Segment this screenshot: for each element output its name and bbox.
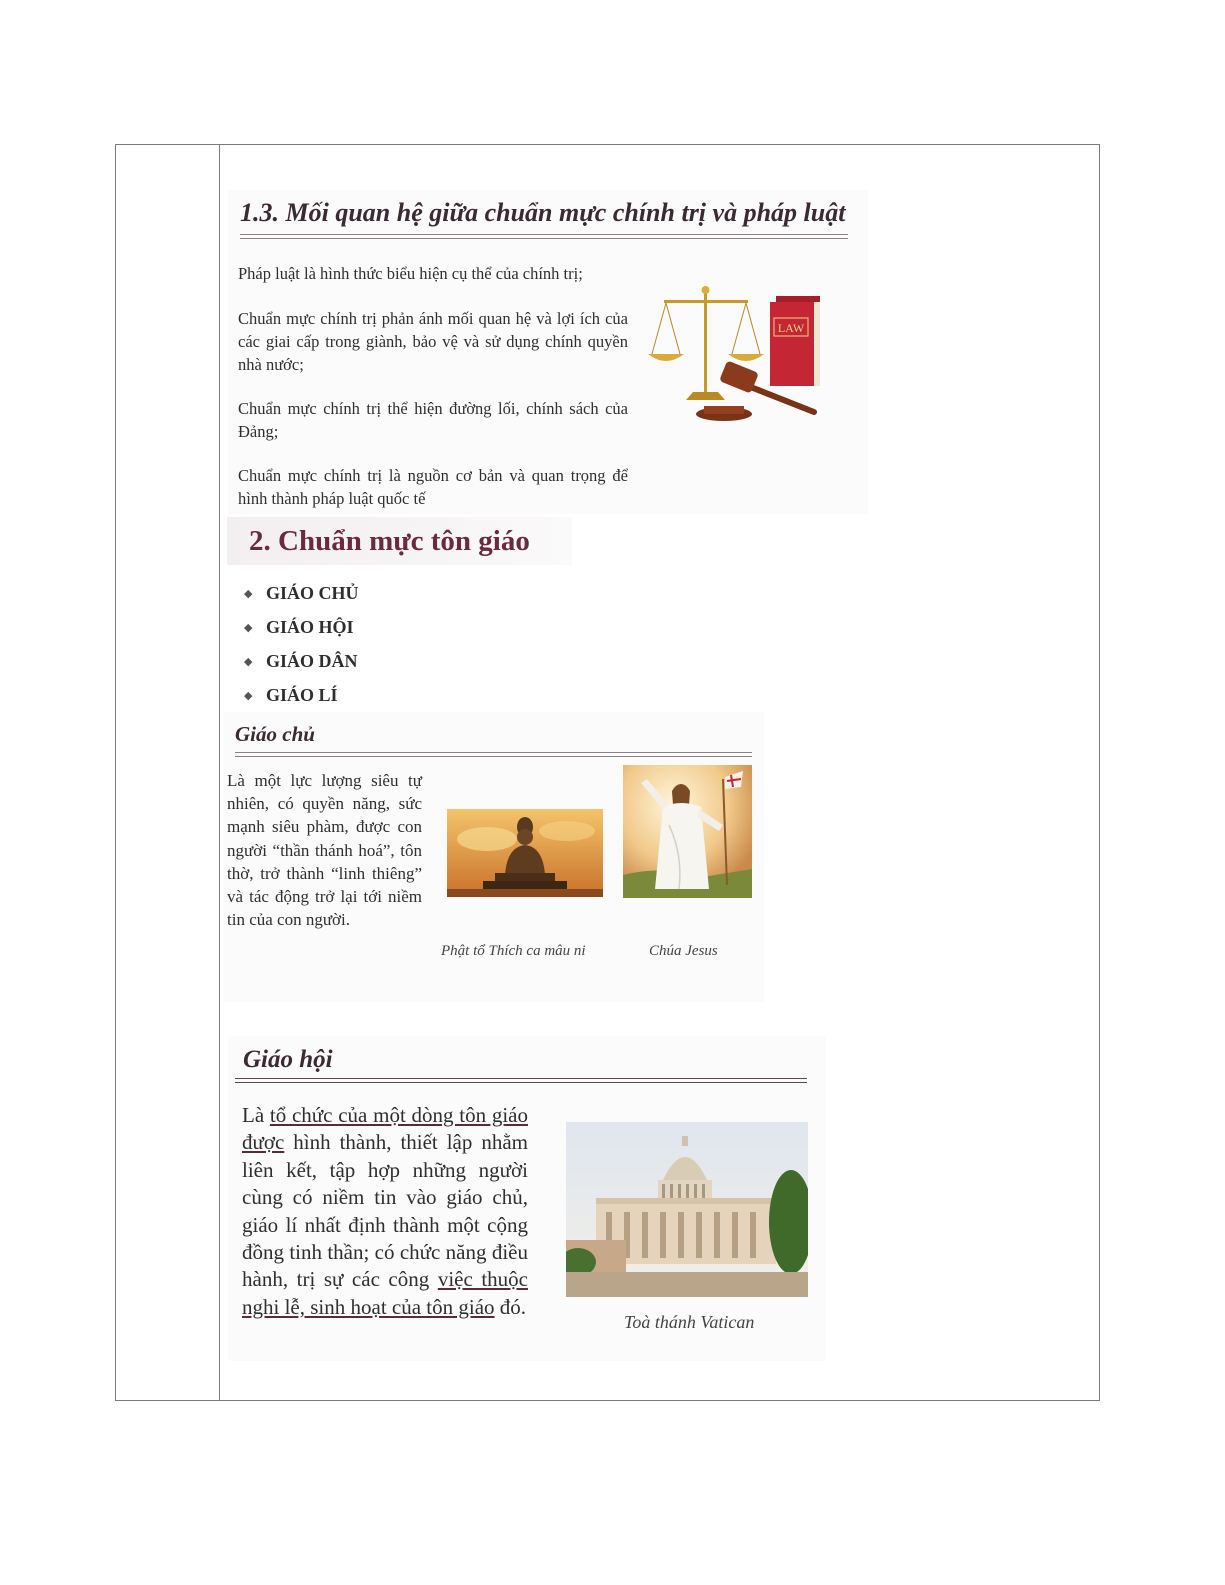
text-segment: hình thành, thiết lập nhằm liên kết, tập hợp những người cùng có niềm tin vào giáo chủ, giáo lí nhất định thành một cộng đồng tinh thần; có chức năng điều hành, trị sự các công <box>242 1130 528 1292</box>
slide1-title: 1.3. Mối quan hệ giữa chuẩn mực chính trị và pháp luật <box>240 198 846 227</box>
list-item <box>244 610 359 644</box>
diamond-bullet-icon: ◆ <box>244 587 253 600</box>
slide1-title-rule <box>240 234 848 239</box>
caption-vatican: Toà thánh Vatican <box>624 1312 755 1332</box>
law-book-label: LAW <box>777 321 805 335</box>
slide1-paragraph-4: Chuẩn mực chính trị là nguồn cơ bản và quan trọng để hình thành pháp luật quốc tế <box>238 466 628 508</box>
diamond-bullet-icon: ◆ <box>244 655 253 668</box>
underlined-phrase: tổ chức của một dòng tôn giáo được <box>242 1103 528 1155</box>
caption-buddha: Phật tổ Thích ca mâu ni <box>441 943 586 959</box>
list-item-label: GIÁO DÂN <box>266 650 358 671</box>
text-segment: Là <box>242 1103 270 1127</box>
list-item <box>244 644 359 678</box>
slide-giao-chu <box>224 712 764 1002</box>
slide3-title-rule <box>235 1078 807 1083</box>
slide1-paragraph-3: Chuẩn mực chính trị thể hiện đường lối, chính sách của Đảng; <box>238 399 628 441</box>
scales-gavel-law-book-image <box>646 282 846 432</box>
diamond-bullet-icon: ◆ <box>244 621 253 634</box>
section-2-title: 2. Chuẩn mực tôn giáo <box>249 525 530 557</box>
slide2-title-rule <box>235 752 752 757</box>
slide-giao-hoi <box>228 1036 826 1361</box>
slide2-definition-text: Là một lực lượng siêu tự nhiên, có quyền năng, sức mạnh siêu phàm, được con người “thần thánh hoá”, tôn thờ, trở thành “linh thiêng” và tác động trở lại tới niềm tin của con người. <box>227 771 422 930</box>
list-item-label: GIÁO CHỦ <box>266 582 359 603</box>
slide3-title: Giáo hội <box>243 1046 333 1073</box>
text-segment: đó. <box>494 1294 527 1319</box>
underlined-phrase: việc thuộc nghi lễ, sinh hoạt của tôn giáo <box>242 1267 528 1319</box>
law-book-icon <box>770 296 820 386</box>
buddha-statue-image <box>447 809 603 897</box>
jesus-image <box>623 765 752 898</box>
list-item <box>244 678 359 712</box>
vatican-image <box>566 1122 808 1297</box>
list-item-label: GIÁO LÍ <box>266 684 338 705</box>
list-item <box>244 576 359 610</box>
diamond-bullet-icon: ◆ <box>244 689 253 702</box>
caption-jesus: Chúa Jesus <box>649 943 718 959</box>
frame-column-divider <box>219 144 220 1401</box>
slide-politics-law <box>228 190 868 514</box>
slide3-definition-text <box>242 1102 528 1321</box>
section-2-heading-box <box>227 517 572 565</box>
slide2-title: Giáo chủ <box>235 722 315 746</box>
slide1-paragraph-1: Pháp luật là hình thức biểu hiện cụ thể của chính trị; <box>238 264 583 283</box>
slide1-paragraph-2: Chuẩn mực chính trị phản ánh mối quan hệ và lợi ích của các giai cấp trong giành, bảo vệ và sử dụng chính quyền nhà nước; <box>238 309 628 374</box>
religion-elements-list <box>244 576 359 712</box>
list-item-label: GIÁO HỘI <box>266 616 354 637</box>
